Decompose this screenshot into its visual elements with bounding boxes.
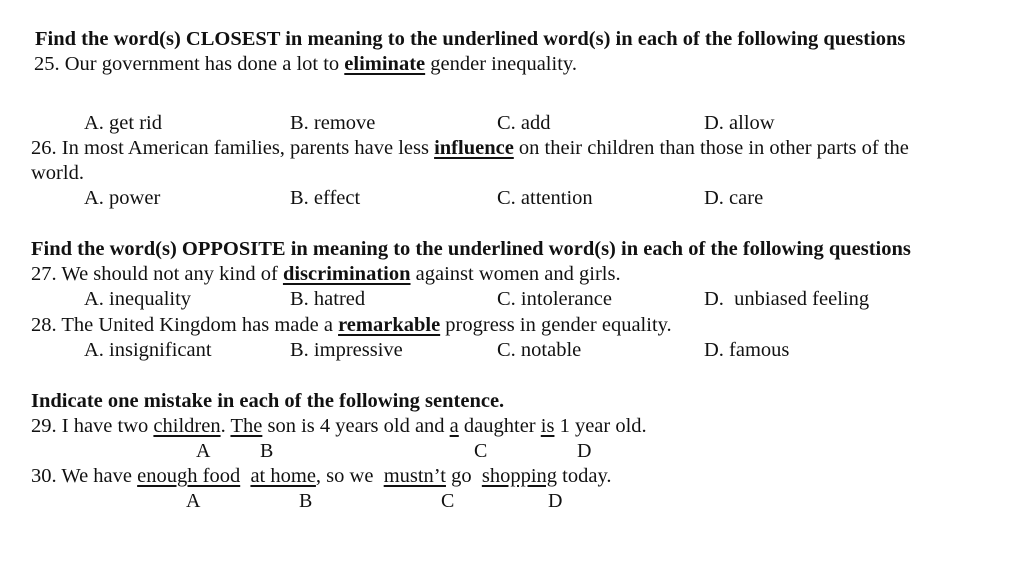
q26-pre: 26. In most American families, parents have less: [31, 137, 435, 159]
q29-underlined-b[interactable]: The: [230, 415, 263, 437]
q28-pre: 28. The United Kingdom has made a: [31, 314, 339, 336]
q29-part-4: daughter: [458, 415, 541, 437]
q30-part-1: 30. We have: [31, 465, 138, 487]
q29-part-5: 1 year old.: [554, 415, 647, 437]
section-heading-opposite: Find the word(s) OPPOSITE in meaning to the underlined word(s) in each of the following questions: [31, 238, 911, 260]
question-30: [31, 464, 612, 488]
q27-pre: 27. We should not any kind of: [31, 263, 283, 285]
q27-target-word: discrimination: [282, 263, 411, 285]
question-27: [31, 262, 621, 286]
q30-part-5: today.: [557, 465, 612, 487]
q30-underlined-b[interactable]: at home: [250, 465, 316, 487]
q27-option-b[interactable]: B. hatred: [290, 288, 366, 310]
q26-target-word: influence: [434, 137, 514, 159]
q29-letter-a: A: [196, 440, 211, 462]
q29-underlined-a[interactable]: children: [153, 415, 221, 437]
q25-post: gender inequality.: [425, 53, 577, 75]
q29-letter-d: D: [577, 440, 592, 462]
q26-option-c[interactable]: C. attention: [497, 187, 593, 209]
q26-option-d[interactable]: D. care: [704, 187, 764, 209]
q28-option-a[interactable]: A. insignificant: [84, 339, 212, 361]
q27-option-c[interactable]: C. intolerance: [497, 288, 612, 310]
q30-part-3: , so we: [315, 465, 384, 487]
q30-letter-b: B: [299, 490, 313, 512]
q29-letter-b: B: [260, 440, 274, 462]
q29-part-1: 29. I have two: [31, 415, 154, 437]
q29-underlined-d[interactable]: is: [540, 415, 555, 437]
q26-option-b[interactable]: B. effect: [290, 187, 361, 209]
q29-part-3: son is 4 years old and: [262, 415, 450, 437]
q26-post: on their children than those in other parts of the: [513, 137, 909, 159]
q28-option-d[interactable]: D. famous: [704, 339, 790, 361]
question-25: [34, 52, 577, 76]
q25-pre: 25. Our government has done a lot to: [34, 53, 345, 75]
q25-option-c[interactable]: C. add: [497, 112, 551, 134]
q26-option-a[interactable]: A. power: [84, 187, 161, 209]
question-26: [31, 136, 909, 160]
q29-part-2: .: [220, 415, 231, 437]
q25-option-a[interactable]: A. get rid: [84, 112, 162, 134]
question-29: [31, 414, 647, 438]
q30-underlined-d[interactable]: shopping: [481, 465, 558, 487]
section-heading-closest: Find the word(s) CLOSEST in meaning to the underlined word(s) in each of the following questions: [35, 28, 906, 50]
q29-letter-c: C: [474, 440, 488, 462]
question-28: [31, 313, 672, 337]
q30-letter-c: C: [441, 490, 455, 512]
q30-part-2: [240, 465, 250, 487]
q25-option-b[interactable]: B. remove: [290, 112, 376, 134]
q30-letter-d: D: [548, 490, 563, 512]
q28-target-word: remarkable: [338, 314, 441, 336]
q28-option-b[interactable]: B. impressive: [290, 339, 403, 361]
q29-underlined-c[interactable]: a: [449, 415, 459, 437]
q28-post: progress in gender equality.: [440, 314, 672, 336]
q30-letter-a: A: [186, 490, 201, 512]
q26-continuation: world.: [31, 162, 84, 184]
q27-post: against women and girls.: [410, 263, 621, 285]
q27-option-d[interactable]: D. unbiased feeling: [704, 288, 870, 310]
q25-option-d[interactable]: D. allow: [704, 112, 775, 134]
q25-target-word: eliminate: [344, 53, 426, 75]
section-heading-mistake: Indicate one mistake in each of the following sentence.: [31, 390, 505, 412]
q30-underlined-a[interactable]: enough food: [137, 465, 241, 487]
q30-part-4: go: [445, 465, 482, 487]
q27-option-a[interactable]: A. inequality: [84, 288, 192, 310]
q30-underlined-c[interactable]: mustn’t: [383, 465, 446, 487]
q28-option-c[interactable]: C. notable: [497, 339, 582, 361]
